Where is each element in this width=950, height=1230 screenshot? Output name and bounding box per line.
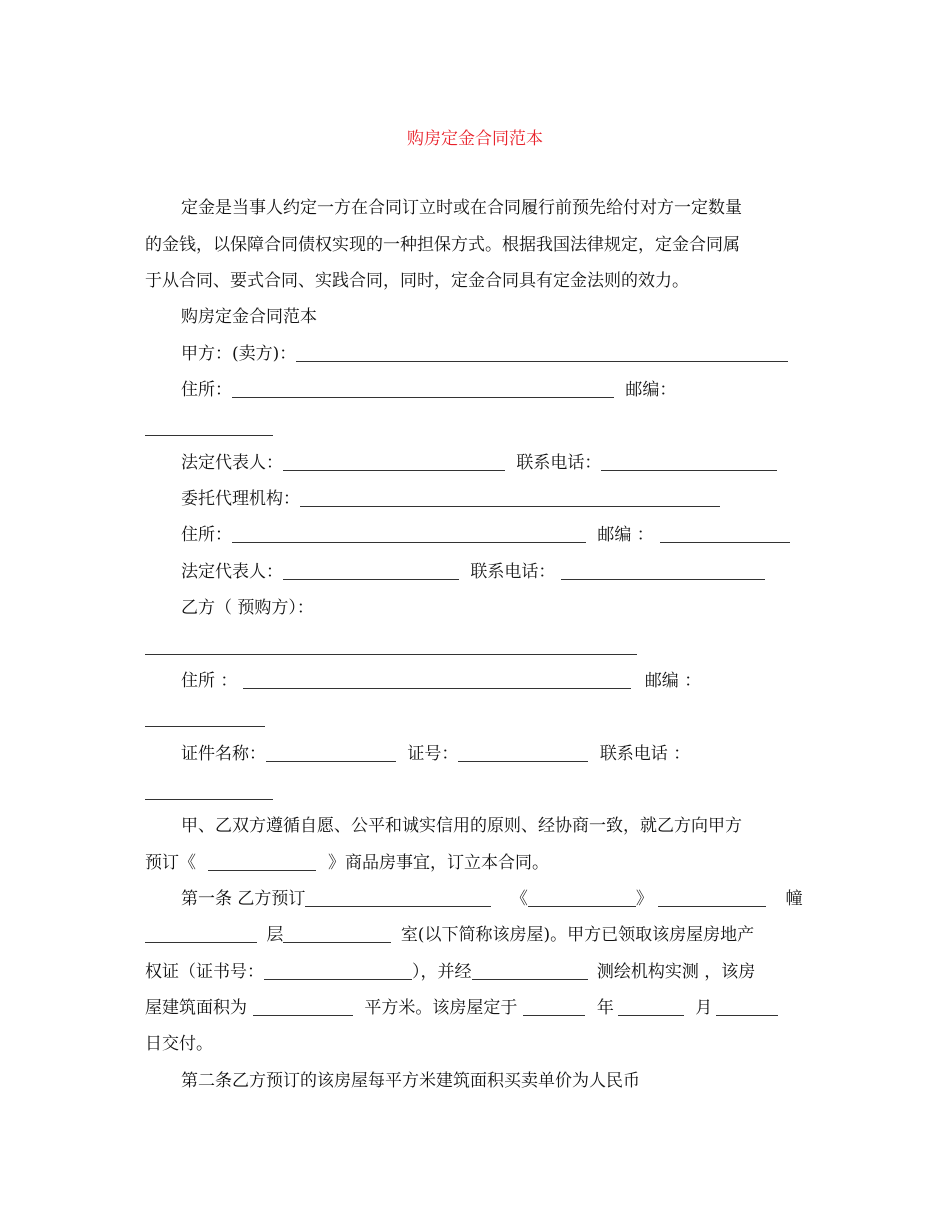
article1-text-l: 年 — [596, 998, 614, 1018]
article1-line-1 — [181, 889, 803, 909]
party-a-phone-label: 联系电话： — [516, 453, 602, 473]
party-b-phone-line — [145, 782, 273, 802]
article1-text-k: 平方米。该房屋定于 — [364, 998, 518, 1018]
document-title: 购房定金合同范本 — [407, 129, 543, 149]
article1-text-c: 》 — [635, 889, 653, 909]
party-b-line: 乙方（ 预购方）： — [181, 598, 314, 618]
article1-text-b: 《 — [510, 889, 528, 909]
party-b-id-type-blank[interactable] — [266, 760, 396, 762]
party-a-address-blank[interactable] — [232, 396, 614, 398]
party-a-blank[interactable] — [296, 360, 788, 362]
party-a-address-line — [181, 380, 676, 400]
article1-blank-4[interactable] — [145, 941, 257, 943]
agreement-line-1: 甲、乙双方遵循自愿、公平和诚实信用的原则、经协商一致，就乙方向甲方 — [181, 816, 742, 836]
article1-text-i: 测绘机构实测 ，该房 — [596, 962, 756, 982]
article1-line-2 — [145, 925, 754, 945]
party-b-blank-line — [145, 637, 637, 657]
party-b-id-type-label: 证件名称： — [181, 744, 266, 764]
agreement-text-b: 》商品房事宜，订立本合同。 — [328, 853, 549, 873]
agency-address-label: 住所： — [181, 525, 232, 545]
article1-line-3 — [145, 962, 755, 982]
day-blank[interactable] — [716, 1014, 778, 1016]
party-b-postcode-line — [145, 709, 265, 729]
agency-label: 委托代理机构： — [181, 489, 300, 509]
area-blank[interactable] — [253, 1014, 353, 1016]
party-b-phone-label: 联系电话 ： — [599, 744, 691, 764]
survey-agency-blank[interactable] — [472, 978, 588, 980]
party-b-phone-blank[interactable] — [145, 798, 273, 800]
year-blank[interactable] — [523, 1014, 585, 1016]
party-b-postcode-label: 邮编 ： — [644, 671, 702, 691]
party-a-legal-rep-label: 法定代表人： — [181, 453, 283, 473]
intro-line-2: 的金钱，以保障合同债权实现的一种担保方式。根据我国法律规定，定金合同属 — [145, 235, 740, 255]
article2-line-1: 第二条乙方预订的该房屋每平方米建筑面积买卖单价为人民币 — [181, 1071, 640, 1091]
article1-blank-2[interactable] — [528, 905, 636, 907]
article1-text-a: 第一条 乙方预订 — [181, 889, 306, 909]
agency-legal-rep-blank[interactable] — [283, 578, 459, 580]
party-a-postcode-label: 邮编： — [625, 380, 677, 400]
party-b-address-line — [181, 671, 701, 691]
agency-address-line — [181, 525, 790, 545]
agreement-line-2 — [145, 853, 549, 873]
agency-legal-rep-label: 法定代表人： — [181, 562, 283, 582]
certificate-no-blank[interactable] — [264, 978, 412, 980]
party-b-id-line — [181, 744, 690, 764]
intro-line-1: 定金是当事人约定一方在合同订立时或在合同履行前预先给付对方一定数量 — [181, 198, 742, 218]
party-a-postcode-blank[interactable] — [145, 434, 273, 436]
month-blank[interactable] — [618, 1014, 684, 1016]
agency-blank[interactable] — [300, 505, 720, 507]
party-b-postcode-blank[interactable] — [145, 725, 265, 727]
subtitle: 购房定金合同范本 — [181, 307, 317, 327]
party-b-address-blank[interactable] — [243, 687, 631, 689]
agency-phone-blank[interactable] — [561, 578, 765, 580]
article1-blank-3[interactable] — [658, 905, 766, 907]
agency-rep-line — [181, 562, 765, 582]
article1-blank-5[interactable] — [283, 941, 391, 943]
party-a-postcode-line — [145, 418, 273, 438]
article1-text-g: 权证（证书号： — [145, 962, 264, 982]
article1-text-e: 层 — [266, 925, 284, 945]
party-b-blank[interactable] — [145, 653, 637, 655]
agency-postcode-blank[interactable] — [660, 541, 790, 543]
party-a-phone-blank[interactable] — [601, 469, 777, 471]
article1-line-5: 日交付。 — [145, 1034, 213, 1054]
agency-postcode-label: 邮编 ： — [597, 525, 654, 545]
article1-line-4 — [145, 998, 778, 1018]
party-a-legal-rep-blank[interactable] — [283, 469, 505, 471]
party-b-id-no-label: 证号： — [407, 744, 459, 764]
agency-phone-label: 联系电话： — [470, 562, 556, 582]
party-b-address-label: 住所 ： — [181, 671, 238, 691]
article1-text-h: ），并经 — [412, 962, 472, 982]
article1-blank-1[interactable] — [305, 905, 491, 907]
article1-text-j: 屋建筑面积为 — [145, 998, 247, 1018]
party-a-address-label: 住所： — [181, 380, 232, 400]
property-name-blank[interactable] — [208, 869, 316, 871]
agency-address-blank[interactable] — [232, 541, 586, 543]
agency-line — [181, 489, 720, 509]
article1-text-m: 月 — [695, 998, 713, 1018]
party-b-id-no-blank[interactable] — [458, 760, 588, 762]
article1-text-d: 幢 — [785, 889, 803, 909]
agreement-text-a: 预订《 — [145, 853, 196, 873]
party-a-line — [181, 344, 788, 364]
party-a-label: 甲方：(卖方)： — [181, 344, 297, 364]
article1-text-f: 室(以下简称该房屋)。甲方已领取该房屋房地产 — [400, 925, 755, 945]
intro-line-3: 于从合同、要式合同、实践合同，同时，定金合同具有定金法则的效力。 — [145, 271, 689, 291]
party-a-rep-line — [181, 453, 777, 473]
